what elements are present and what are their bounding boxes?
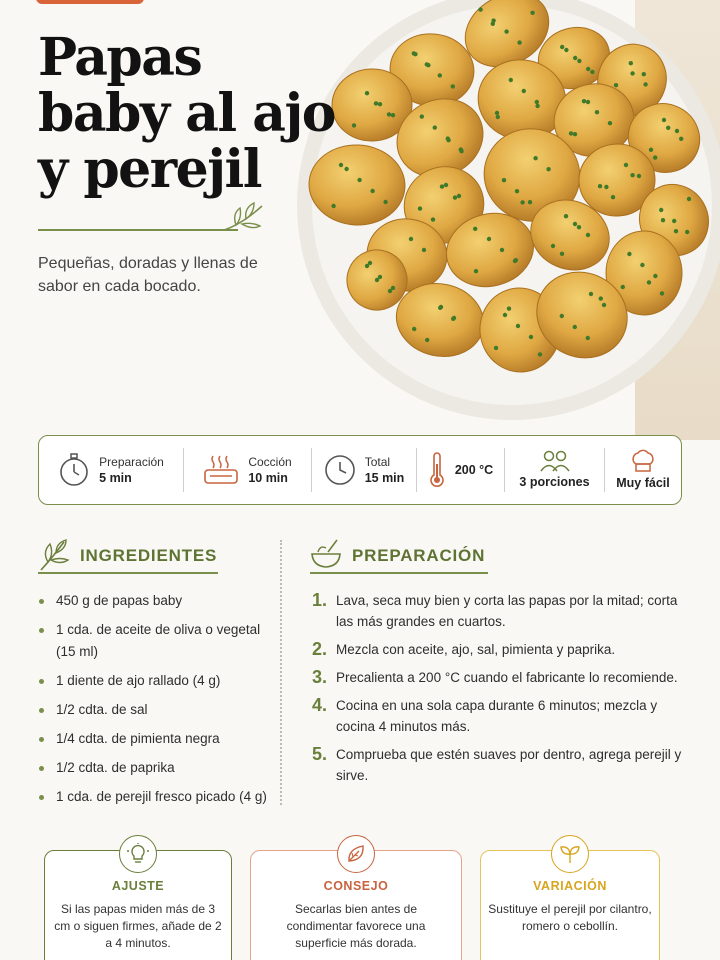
info-value: 10 min <box>248 470 288 485</box>
info-value: Muy fácil <box>616 475 670 490</box>
parsley-fleck <box>564 48 568 52</box>
parsley-fleck <box>516 324 520 328</box>
info-servings <box>505 448 605 492</box>
parsley-fleck <box>573 56 577 60</box>
parsley-fleck <box>504 29 508 33</box>
ingredients-title: INGREDIENTES <box>80 546 218 565</box>
parsley-fleck <box>643 82 647 86</box>
recipe-info-bar <box>38 435 682 505</box>
parsley-fleck <box>529 335 533 339</box>
ingredients-underline <box>38 572 218 574</box>
parsley-fleck <box>370 189 374 193</box>
parsley-fleck <box>535 104 539 108</box>
parsley-fleck <box>637 174 641 178</box>
parsley-fleck <box>560 252 564 256</box>
subtitle: Pequeñas, doradas y llenas de sabor en cada bocado. <box>38 255 258 295</box>
parsley-fleck <box>629 61 633 65</box>
list-item: 1/2 cdta. de sal <box>38 699 278 721</box>
parsley-fleck <box>438 306 442 310</box>
step-number: 5. <box>312 744 328 764</box>
parsley-fleck <box>344 167 348 171</box>
parsley-fleck <box>674 229 678 233</box>
parsley-fleck <box>647 280 651 284</box>
info-label: Preparación <box>99 454 164 469</box>
parsley-fleck <box>451 84 455 88</box>
parsley-fleck <box>675 129 679 133</box>
parsley-fleck <box>564 214 568 218</box>
step-item <box>312 639 692 660</box>
parsley-fleck <box>453 195 457 199</box>
info-label: Total <box>364 454 391 469</box>
step-text: Precalienta a 200 °C cuando el fabricante lo recomiende. <box>336 670 678 685</box>
parsley-fleck <box>642 72 646 76</box>
card-title: AJUSTE <box>111 879 165 893</box>
parsley-fleck <box>573 222 577 226</box>
list-item: 1 cda. de aceite de oliva o vegetal (15 ml) <box>38 619 278 663</box>
parsley-fleck <box>418 206 422 210</box>
parsley-fleck <box>446 136 450 140</box>
parsley-fleck <box>365 91 369 95</box>
parsley-fleck <box>577 59 581 63</box>
parsley-fleck <box>383 200 387 204</box>
parsley-fleck <box>624 163 628 167</box>
step-number: 1. <box>312 590 328 610</box>
parsley-fleck <box>378 102 382 106</box>
parsley-fleck <box>589 292 593 296</box>
parsley-fleck <box>687 197 691 201</box>
parsley-fleck <box>412 327 416 331</box>
parsley-fleck <box>444 183 448 187</box>
mixing-bowl-icon <box>310 538 342 570</box>
parsley-fleck <box>608 121 612 125</box>
parsley-fleck <box>659 208 663 212</box>
preparation-steps <box>312 590 692 793</box>
step-text: Mezcla con aceite, ajo, sal, pimienta y paprika. <box>336 642 616 657</box>
parsley-fleck <box>573 132 577 136</box>
parsley-fleck <box>653 155 657 159</box>
air-fryer-icon <box>203 454 239 486</box>
parsley-fleck <box>599 296 603 300</box>
parsley-fleck <box>513 259 517 263</box>
parsley-fleck <box>598 184 602 188</box>
stopwatch-icon <box>58 453 90 487</box>
parsley-fleck <box>339 163 343 167</box>
parsley-fleck <box>409 237 413 241</box>
top-tab-decoration <box>36 0 144 4</box>
parsley-fleck <box>368 261 372 265</box>
parsley-fleck <box>473 227 477 231</box>
parsley-fleck <box>374 101 378 105</box>
parsley-fleck <box>422 248 426 252</box>
thermometer-icon <box>428 452 446 488</box>
info-value: 3 porciones <box>519 474 590 489</box>
preparation-title: PREPARACIÓN <box>352 546 486 565</box>
parsley-fleck <box>331 204 335 208</box>
parsley-fleck <box>528 200 532 204</box>
parsley-fleck <box>440 184 444 188</box>
parsley-fleck <box>425 338 429 342</box>
info-label: Cocción <box>248 454 292 469</box>
parsley-fleck <box>451 317 455 321</box>
list-item: 1/2 cdta. de paprika <box>38 757 278 779</box>
leaf-icon <box>38 538 70 572</box>
parsley-fleck <box>666 126 670 130</box>
tip-card-advice <box>250 850 462 960</box>
step-item <box>312 590 692 632</box>
title-underline <box>38 229 238 231</box>
parsley-fleck <box>586 336 590 340</box>
parsley-fleck <box>569 131 573 135</box>
parsley-fleck <box>500 248 504 252</box>
parsley-fleck <box>546 167 550 171</box>
parsley-fleck <box>582 99 586 103</box>
column-divider <box>280 540 282 805</box>
parsley-fleck <box>391 286 395 290</box>
parsley-fleck <box>522 89 526 93</box>
parsley-fleck <box>586 67 590 71</box>
parsley-fleck <box>391 113 395 117</box>
step-number: 4. <box>312 695 328 715</box>
parsley-fleck <box>560 45 564 49</box>
parsley-fleck <box>507 306 511 310</box>
parsley-fleck <box>660 291 664 295</box>
parsley-fleck <box>662 118 666 122</box>
leaf-sprig-icon <box>222 200 266 234</box>
parsley-fleck <box>627 252 631 256</box>
parsley-fleck <box>602 303 606 307</box>
card-text: Si las papas miden más de 3 cm o siguen firmes, añade de 2 a 4 minutos. <box>54 902 222 950</box>
parsley-fleck <box>438 73 442 77</box>
parsley-fleck <box>515 189 519 193</box>
parsley-fleck <box>520 200 524 204</box>
info-cook <box>184 448 312 492</box>
card-text: Sustituye el perejil por cilantro, romero o cebollín. <box>488 902 652 933</box>
parsley-fleck <box>685 230 689 234</box>
parsley-fleck <box>487 237 491 241</box>
info-value: 200 °C <box>454 462 494 477</box>
parsley-fleck <box>649 148 653 152</box>
parsley-fleck <box>573 325 577 329</box>
parsley-fleck <box>533 156 537 160</box>
parsley-fleck <box>535 100 539 104</box>
page-title: Papas baby al ajo y perejil <box>38 27 335 200</box>
plate-image <box>282 0 720 435</box>
clock-icon <box>324 454 356 486</box>
step-text: Comprueba que estén suaves por dentro, agrega perejil y sirve. <box>336 747 682 783</box>
people-icon <box>540 450 570 472</box>
info-value: 15 min <box>364 470 405 485</box>
parsley-fleck <box>433 125 437 129</box>
parsley-fleck <box>586 233 590 237</box>
ingredients-list <box>38 590 278 815</box>
parsley-fleck <box>413 52 417 56</box>
step-item <box>312 667 692 688</box>
parsley-fleck <box>590 70 594 74</box>
card-title: VARIACIÓN <box>533 879 607 893</box>
parsley-fleck <box>503 313 507 317</box>
parsley-fleck <box>357 178 361 182</box>
parsley-fleck <box>614 83 618 87</box>
parsley-fleck <box>611 195 615 199</box>
card-text: Secarlas bien antes de condimentar favorece una superficie más dorada. <box>286 902 426 950</box>
list-item: 1/4 cdta. de pimienta negra <box>38 728 278 750</box>
parsley-fleck <box>577 225 581 229</box>
preparation-underline <box>310 572 488 574</box>
parsley-fleck <box>431 217 435 221</box>
parsley-fleck <box>630 173 634 177</box>
parsley-fleck <box>387 112 391 116</box>
parsley-fleck <box>595 110 599 114</box>
info-total <box>312 448 417 492</box>
parsley-fleck <box>560 314 564 318</box>
step-item <box>312 695 692 737</box>
parsley-fleck <box>459 147 463 151</box>
list-item: 1 diente de ajo rallado (4 g) <box>38 670 278 692</box>
lightbulb-icon <box>119 835 157 873</box>
parsley-fleck <box>457 194 461 198</box>
parsley-fleck <box>495 111 499 115</box>
parsley-fleck <box>672 219 676 223</box>
parsley-fleck <box>378 275 382 279</box>
parsley-fleck <box>491 22 495 26</box>
parsley-fleck <box>530 11 534 15</box>
list-item: 1 cda. de perejil fresco picado (4 g) <box>38 786 278 808</box>
info-temperature <box>417 448 505 492</box>
step-number: 2. <box>312 639 328 659</box>
parsley-fleck <box>478 7 482 11</box>
parsley-fleck <box>509 78 513 82</box>
step-number: 3. <box>312 667 328 687</box>
step-item <box>312 744 692 786</box>
parsley-fleck <box>604 185 608 189</box>
parsley-fleck <box>653 274 657 278</box>
parsley-fleck <box>496 115 500 119</box>
chef-hat-icon <box>629 449 657 473</box>
parsley-fleck <box>640 263 644 267</box>
parsley-fleck <box>502 178 506 182</box>
sprout-icon <box>551 835 589 873</box>
parsley-fleck <box>420 114 424 118</box>
parsley-fleck <box>630 71 634 75</box>
card-title: CONSEJO <box>323 879 389 893</box>
parsley-fleck <box>517 40 521 44</box>
list-item: 450 g de papas baby <box>38 590 278 612</box>
parsley-fleck <box>621 285 625 289</box>
tip-card-adjust <box>44 850 232 960</box>
info-value: 5 min <box>99 470 132 485</box>
parsley-fleck <box>494 346 498 350</box>
step-text: Lava, seca muy bien y corta las papas por la mitad; corta las más grandes en cuartos. <box>336 593 678 629</box>
parsley-fleck <box>474 269 478 273</box>
parsley-fleck <box>586 100 590 104</box>
parsley-fleck <box>551 244 555 248</box>
tip-card-variation <box>480 850 660 960</box>
info-difficulty <box>605 448 681 492</box>
leaf-icon <box>337 835 375 873</box>
parsley-fleck <box>426 63 430 67</box>
parsley-fleck <box>352 123 356 127</box>
parsley-fleck <box>538 352 542 356</box>
info-prep <box>39 448 184 492</box>
parsley-fleck <box>679 137 683 141</box>
parsley-fleck <box>661 218 665 222</box>
step-text: Cocina en una sola capa durante 6 minutos; mezcla y cocina 4 minutos más. <box>336 698 658 734</box>
